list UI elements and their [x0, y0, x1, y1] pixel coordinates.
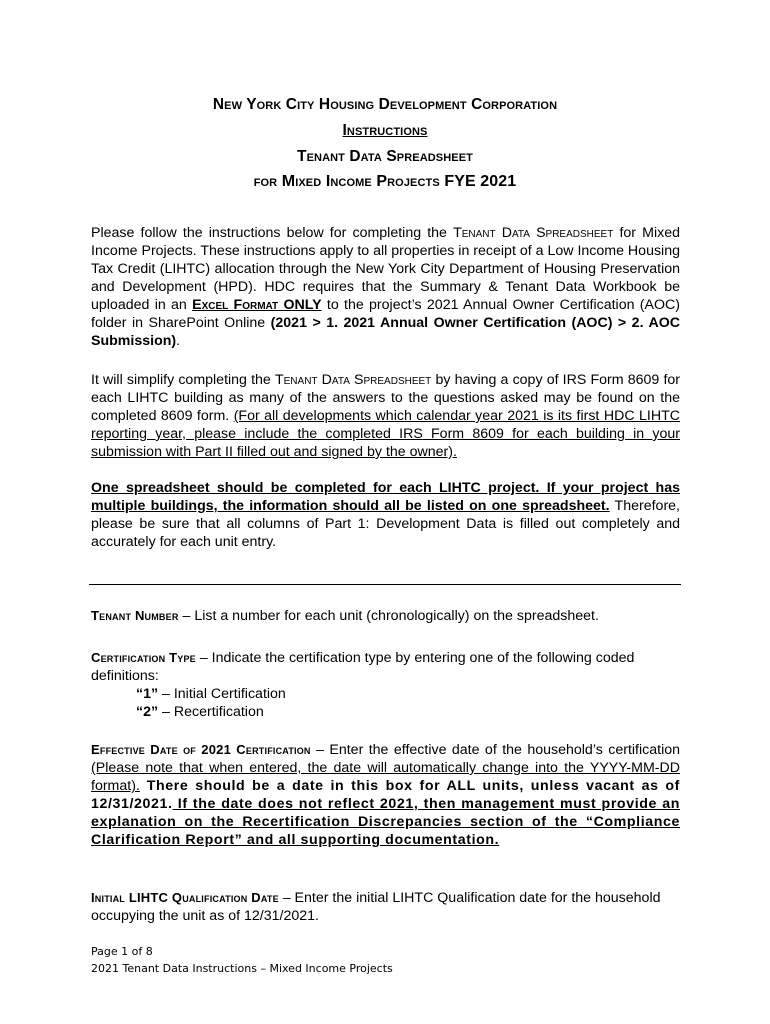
- initial-qualification-date-entry: Initial LIHTC Qualification Date – Enter the initial LIHTC Qualification date for the household occupying the unit as of 12/31/2021.: [91, 890, 661, 924]
- certification-type-entry: Certification Type – Indicate the certification type by entering one of the following coded definitions: “1” – Initial Certification “2” – Recertification: [91, 649, 680, 721]
- footer-title: 2021 Tenant Data Instructions – Mixed Income Projects: [91, 962, 393, 975]
- document-title: Tenant Data Spreadsheet: [297, 148, 473, 165]
- effective-date-entry: Effective Date of 2021 Certification – Enter the effective date of the household’s certification (Please note that when entered, the date will automatically change into the YYYY-MM-DD format). There should be a date in this box for ALL units, unless vacant as of 12/31/2021. If the date does not reflect 2021, then management must provide an explanation on the Recertification Discrepancies section of the “Compliance Clarification Report” and all supporting documentation.: [91, 742, 681, 848]
- form-8609-paragraph: It will simplify completing the Tenant Data Spreadsheet by having a copy of IRS Form 8609 for each LIHTC building as many of the answers to the questions asked may be found on the completed 8609 form. (For all developments which calendar year 2021 is its first HDC LIHTC reporting year, please include the completed IRS Form 8609 for each building in your submission with Part II filled out and signed by the owner).: [91, 372, 680, 460]
- document-scope: for Mixed Income Projects FYE 2021: [253, 173, 517, 190]
- one-spreadsheet-paragraph: One spreadsheet should be completed for each LIHTC project. If your project has multiple buildings, the information should all be listed on one spreadsheet. Therefore, please be sure that all columns of Part 1: Development Data is filled out completely and accurately for each unit entry.: [91, 480, 680, 550]
- tenant-number-entry: Tenant Number – List a number for each unit (chronologically) on the spreadsheet.: [91, 608, 599, 624]
- section-divider: [89, 584, 681, 585]
- intro-paragraph: Please follow the instructions below for completing the Tenant Data Spreadsheet for Mixed Income Projects. These instructions apply to all properties in receipt of a Low Income Housing Tax Credit (LIHTC) allocation through the New York City Department of Housing Preservation and Development (HPD). HDC requires that the Summary & Tenant Data Workbook be uploaded in an Excel Format ONLY to the project’s 2021 Annual Owner Certification (AOC) folder in SharePoint Online (2021 > 1. 2021 Annual Owner Certification (AOC) > 2. AOC Submission).: [91, 225, 680, 349]
- org-heading: New York City Housing Development Corporation: [212, 96, 558, 113]
- page-number: Page 1 of 8: [91, 945, 153, 958]
- instructions-heading: Instructions: [342, 122, 428, 139]
- code-recertification: “2” – Recertification: [136, 704, 264, 720]
- code-initial-certification: “1” – Initial Certification: [136, 686, 286, 702]
